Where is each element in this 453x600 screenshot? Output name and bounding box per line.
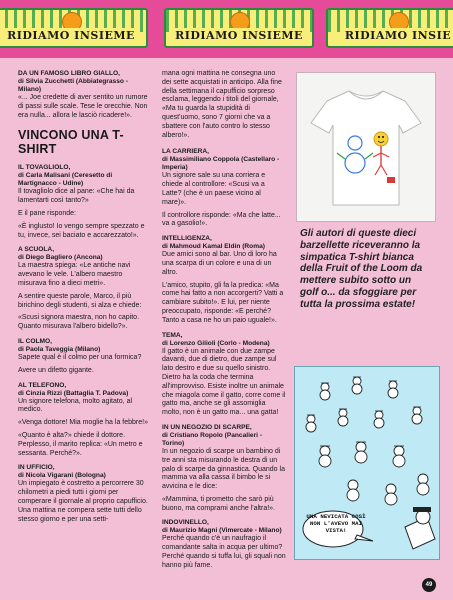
- joke-item: [162, 424, 286, 514]
- joke-title: A SCUOLA,: [18, 246, 55, 254]
- joke-text: Il tovagliolo dice al pane: «Che hai da lamentarti così tanto?»: [18, 188, 135, 205]
- joke-text: Due amici sono al bar. Uno di loro ha una scarpa di un colore e una di un altro.: [162, 251, 277, 276]
- joke-text: «Scusi signora maestra, non ho capito. Quanto misurava l'albero bidello?».: [18, 314, 140, 331]
- photo-caption: Gli autori di queste dieci barzellette riceveranno la simpatica T-shirt bianca della Fruit of the Loom da mettere subito sotto un golf o... da sfoggiare per tutta la prossima estate!: [300, 228, 423, 310]
- man-figure-icon: [416, 510, 430, 524]
- joke-text: «Venga dottore! Mia moglie ha la febbre!»: [18, 419, 148, 427]
- joke-title: IN UN NEGOZIO DI SCARPE,: [162, 423, 252, 431]
- header-banner-3: [326, 8, 453, 48]
- joke-item: [18, 164, 152, 240]
- joke-item: [162, 332, 286, 418]
- joke-author: di Lorenzo Gilioli (Corlo - Modena): [162, 339, 270, 347]
- joke-item: [18, 246, 152, 332]
- joke-author: di Silvia Zucchetti (Abbiategrasso - Milano): [18, 78, 128, 93]
- page-header: [0, 0, 453, 58]
- joke-author: di Carla Malisani (Ceresetto di Martignacco - Udine): [18, 172, 113, 188]
- joke-author: di Diego Bagliero (Ancona): [18, 254, 103, 262]
- joke-title: IN UFFICIO,: [18, 464, 55, 472]
- joke-title: IL COLMO,: [18, 337, 52, 345]
- joke-title: LA CARRIERA,: [162, 148, 210, 156]
- joke-text: A sentire queste parole, Marco, il più birichino degli studenti, si alza e chiede:: [18, 292, 142, 309]
- page-number: 49: [422, 578, 436, 592]
- joke-intro: [18, 70, 152, 120]
- tshirt-photo: [296, 72, 436, 222]
- joke-text: L'amico, stupito, gli fa la predica: «Ma come hai fatto a non accorgerti? Vatti a cambiare subito!». E lui, per niente preoccupato, risponde: «E perché? Tanto a casa ne ho un paio uguale!».: [162, 281, 284, 324]
- joke-author: di Paola Taveggia (Milano): [18, 345, 101, 353]
- joke-text: Avere un difetto gigante.: [18, 366, 94, 374]
- joke-title: DA UN FAMOSO LIBRO GIALLO,: [18, 70, 120, 77]
- joke-text: Un signore sale su una corriera e chiede al controllore: «Scusi va a Latte? (che è un paese vicino al mare)».: [162, 172, 266, 206]
- joke-text: E il pane risponde:: [18, 209, 76, 217]
- joke-author: di Maurizio Magni (Vimercate - Milano): [162, 527, 282, 535]
- logo-patch-icon: [387, 177, 395, 183]
- joke-text: Il gatto è un animale con due zampe davanti, due di dietro, due zampe sul lato destro e due su quello sinistro. Dietro ha la coda che termina all'improvviso. Esiste inoltre un animale che miagola come il gatto, corre come il gatto ma, anche se gli assomiglia molto, non è un gatto ma... una gatta!: [162, 347, 286, 417]
- joke-item: [162, 148, 286, 229]
- joke-title: IL TOVAGLIOLO,: [18, 164, 71, 172]
- joke-item: [18, 464, 152, 524]
- joke-title: AL TELEFONO,: [18, 381, 67, 389]
- joke-continuation: mana ogni mattina ne consegna uno dei sette acquistati in anticipo. Alla fine della settimana il capufficio sorpreso esclama, leggendo i titoli del giornale, «Ma tu guarda la stupidità di quest'uomo, sono 7 giorni che va a sbattere con l'auto contro lo stesso albero!».: [162, 70, 282, 139]
- header-banner-title: RIDIAMO INSIE: [342, 28, 453, 43]
- joke-text: La maestra spiega: «Le antiche navi avevano le vele. L'albero maestro misurava fino a dieci metri».: [18, 262, 131, 287]
- joke-text: «... Joe credette di aver sentito un rumore di passi sulle scale. Tese le orecchie. Non era nulla... allora le lasciò ricadere!».: [18, 94, 148, 119]
- joke-text: Un impiegato è costretto a percorrere 30 chilometri a piedi tutti i giorni per comperare il giornale al proprio capufficio. Una mattina ne compera sette tutti dello stesso giorno e per una setti-: [18, 480, 148, 523]
- header-banner-title: RIDIAMO INSIEME: [172, 28, 306, 43]
- header-banner-title: RIDIAMO INSIEME: [4, 28, 138, 43]
- joke-item: [18, 338, 152, 376]
- joke-item: [162, 519, 286, 570]
- joke-text: Un signore telefona, molto agitato, al medico.: [18, 397, 133, 414]
- joke-text: Sapete qual è il colmo per una formica?: [18, 353, 142, 361]
- joke-text: «Mammina, ti prometto che sarò più buono, ma comprami anche l'altra!».: [162, 495, 276, 512]
- joke-author: di Cinzia Rizzi (Battaglia T. Padova): [18, 389, 129, 397]
- joke-item: [18, 382, 152, 459]
- header-banner-2: [164, 8, 314, 48]
- tshirt-illustration: [297, 73, 435, 221]
- joke-text: Perché quando c'è un naufragio il comandante salta in acqua per ultimo? Perché quando si tuffa lui, gli squali non hanno più fame.: [162, 535, 286, 569]
- joke-text: «È inglusto! Io vengo sempre spezzato e tu, invece, sei baciato e accarezzato!».: [18, 222, 145, 239]
- joke-title: TEMA,: [162, 331, 183, 339]
- joke-title: INDOVINELLO,: [162, 519, 209, 527]
- joke-item: [162, 235, 286, 325]
- joke-author: di Mahmoud Kamal Eldin (Roma): [162, 243, 265, 251]
- text-column-middle: [162, 70, 286, 577]
- joke-text: «Quanto è alta?» chiede il dottore. Perplesso, il marito replica: «Un metro e sessanta. Perché?».: [18, 431, 143, 457]
- joke-text: Il controllore risponde: «Ma che latte... va a gasolio!».: [162, 211, 281, 228]
- joke-text: In un negozio di scarpe un bambino di tre anni sta misurando le destra di un palo di scarpe da ginnastica. Quando la mamma va alla cassa il bimbo le si avvicina e le dice:: [162, 447, 285, 491]
- joke-author: di Massimiliano Coppola (Castellaro - Imperia): [162, 156, 280, 172]
- joke-author: di Cristiano Ropolo (Pancalieri - Torino): [162, 431, 263, 447]
- section-headline: VINCONO UNA T-SHIRT: [18, 128, 124, 157]
- joke-title: INTELLIGENZA,: [162, 235, 212, 243]
- joke-author: di Nicola Vigarani (Bologna): [18, 472, 106, 480]
- speech-bubble-text: UNA NEVICATA COSÌ NON L'AVEVO MAI VISTA!: [306, 513, 366, 534]
- header-banner-1: [0, 8, 148, 48]
- text-column-left: [18, 70, 152, 530]
